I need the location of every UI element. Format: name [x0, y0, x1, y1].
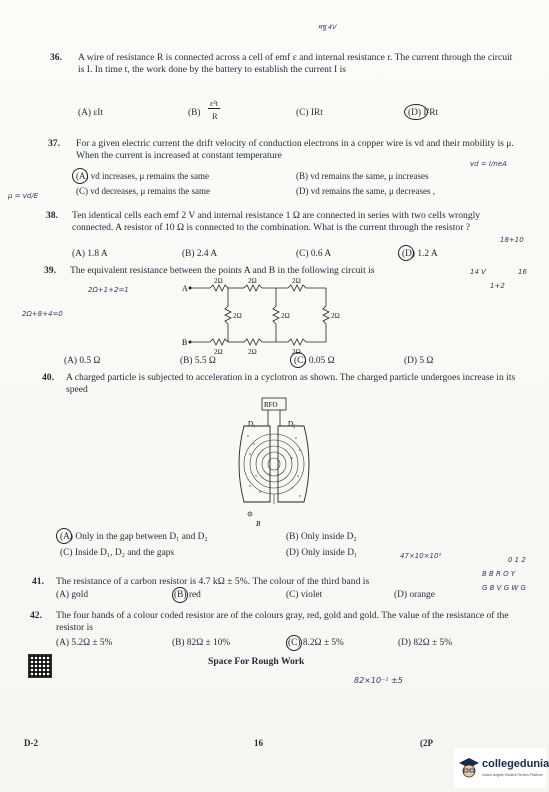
q38-option-b: (B) 2.4 A — [182, 249, 218, 259]
resistor-label: 2Ω — [233, 312, 242, 320]
q39-text: The equivalent resistance between the points A and B in the following circuit is — [70, 265, 375, 276]
q40-option-d: (D) Only inside D₁ — [286, 548, 358, 558]
rough-work-heading: Space For Rough Work — [208, 656, 305, 667]
q36-option-b: (B) — [188, 108, 201, 118]
handwritten-note: 47×10×10² — [400, 552, 442, 560]
q37-option-c: (C) vd decreases, μ remains the same — [76, 186, 211, 196]
q40-option-c: (C) Inside D₁, D₂ and the gaps — [60, 548, 175, 558]
collegedunia-watermark — [454, 748, 549, 788]
q38-text: Ten identical cells each emf 2 V and internal resistance 1 Ω are connected in series with two cells wrongly connected. A resistor of 10 Ω is connected to the combination. What is the current through the resistor ? — [72, 210, 481, 233]
resistor-label: 2Ω — [292, 348, 301, 356]
q39-option-c: (C) 0.05 Ω — [294, 356, 335, 366]
q42-text: The four bands of a colour coded resistor are of the colours gray, red, gold and gold. The value of the resistance of the resistor is — [56, 610, 509, 633]
rfo-label: RFO — [264, 401, 278, 409]
handwritten-note: vd = I/neA — [470, 160, 507, 168]
handwritten-note: 2Ω+1+2=1 — [88, 286, 129, 294]
q42-option-d: (D) 82Ω ± 5% — [398, 638, 453, 648]
brand-name: collegedunia — [482, 758, 549, 770]
terminal-label-b: B — [182, 338, 188, 347]
page-code: D-2 — [24, 738, 38, 748]
q36-number: 36. — [50, 52, 62, 63]
resistor-label: 2Ω — [331, 312, 340, 320]
resistor-label: 2Ω — [214, 278, 223, 285]
q39-option-d: (D) 5 Ω — [404, 356, 434, 366]
handwritten-note: B B R O Y — [482, 570, 516, 578]
q36-option-d: (D) I²Rt — [408, 108, 439, 118]
q42-option-b: (B) 82Ω ± 10% — [172, 638, 231, 648]
q36-option-a: (A) εIt — [78, 108, 104, 118]
q41-number: 41. — [32, 576, 44, 587]
q39-option-a: (A) 0.5 Ω — [64, 356, 101, 366]
d1-label: D₁ — [248, 420, 256, 428]
q42-number: 42. — [30, 610, 42, 621]
resistor-circuit-diagram — [180, 278, 370, 356]
handwritten-note: G B V G W G — [482, 584, 526, 592]
circled-answer-mark — [172, 587, 188, 603]
handwritten-note: 2Ω+8+4=0 — [22, 310, 63, 318]
page-code-right: (2P — [420, 738, 433, 748]
q37-option-a: (A) vd increases, μ remains the same — [76, 171, 210, 181]
top-handwritten-note: मधु 4V — [318, 23, 337, 31]
q38-option-c: (C) 0.6 A — [296, 249, 332, 259]
handwritten-note: 18+10 — [500, 236, 524, 244]
q37-option-d: (D) vd remains the same, μ decreases , — [296, 186, 436, 196]
q36-option-b-numerator: ε²t — [210, 99, 218, 108]
q38-option-d: (D) 1.2 A — [402, 249, 438, 259]
q39-option-b: (B) 5.5 Ω — [180, 356, 216, 366]
graduate-logo-icon — [458, 756, 480, 780]
cyclotron-figure — [226, 396, 326, 528]
q38-option-a: (A) 1.8 A — [72, 249, 108, 259]
circled-answer-mark — [72, 168, 88, 184]
qr-code — [28, 654, 52, 678]
handwritten-note: 82×10⁻¹ ±5 — [354, 676, 403, 685]
d2-label: D₂ — [288, 420, 296, 428]
handwritten-note: 1+2 — [490, 282, 505, 290]
q40-option-a: (A) Only in the gap between D₁ and D₂ — [60, 532, 208, 542]
circled-answer-mark — [286, 635, 302, 651]
q42-option-c: (C) 8.2Ω ± 5% — [288, 638, 344, 648]
q41-option-c: (C) violet — [286, 590, 323, 600]
circled-answer-mark — [404, 104, 428, 120]
magnetic-field-label: B — [256, 520, 261, 528]
handwritten-note: μ = vd/E — [8, 192, 39, 200]
q36-text: A wire of resistance R is connected across a cell of emf ε and internal resistance r. The current through the circuit is I. In time t, the work done by the battery to establish the current I is — [78, 52, 513, 75]
resistor-label: 2Ω — [214, 348, 223, 356]
resistor-label: 2Ω — [281, 312, 290, 320]
q41-option-a: (A) gold — [56, 590, 89, 600]
terminal-label-a: A — [182, 284, 188, 293]
q39-number: 39. — [44, 265, 56, 276]
page-number: 16 — [254, 738, 263, 748]
resistor-label: 2Ω — [248, 278, 257, 285]
q41-option-d: (D) orange — [394, 590, 435, 600]
q41-text: The resistance of a carbon resistor is 4.7 kΩ ± 5%. The colour of the third band is — [56, 576, 370, 587]
circled-answer-mark — [290, 352, 306, 368]
q40-text: A charged particle is subjected to acceleration in a cyclotron as shown. The charged particle undergoes increase in its speed — [66, 372, 516, 395]
handwritten-note: 14 V — [470, 268, 486, 276]
handwritten-note: 0 1 2 — [508, 556, 526, 564]
q36-option-b-denominator: R — [212, 111, 218, 121]
q37-option-b: (B) vd remains the same, μ increases — [296, 171, 429, 181]
circled-answer-mark — [398, 245, 414, 261]
brand-tagline: India's largest Student Review Platform — [482, 773, 543, 777]
q41-option-b: (B) red — [174, 590, 201, 600]
q36-option-c: (C) IRt — [296, 108, 323, 118]
q40-option-b: (B) Only inside D₂ — [286, 532, 357, 542]
q37-text: For a given electric current the drift velocity of conduction electrons in a copper wire is vd and their mobility is μ. When the current is increased at constant temperature — [76, 138, 514, 161]
resistor-label: 2Ω — [248, 348, 257, 356]
handwritten-note: 16 — [518, 268, 527, 276]
q37-number: 37. — [48, 138, 60, 149]
q38-number: 38. — [46, 210, 58, 221]
circled-answer-mark — [56, 528, 72, 544]
q40-number: 40. — [42, 372, 54, 383]
resistor-label: 2Ω — [292, 278, 301, 285]
q42-option-a: (A) 5.2Ω ± 5% — [56, 638, 113, 648]
